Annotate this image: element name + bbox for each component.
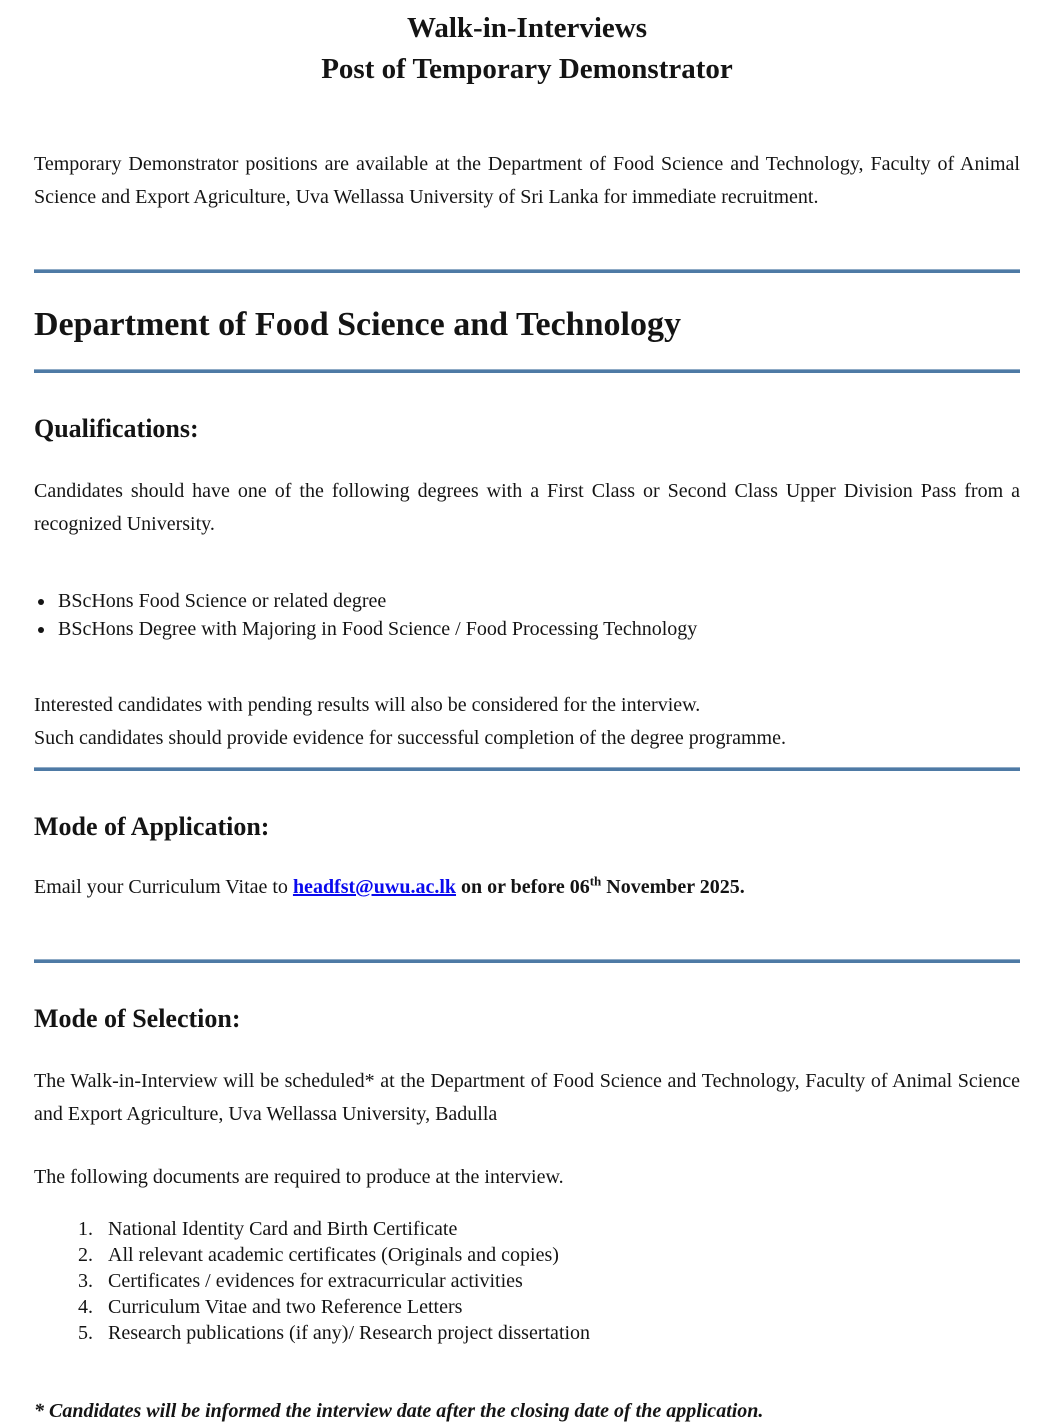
qualifications-intro: Candidates should have one of the following degrees with a First Class or Second Class Upper Division Pass from a recognized University.: [34, 480, 1020, 535]
email-link[interactable]: headfst@uwu.ac.lk: [292, 876, 457, 898]
document-title: [34, 8, 1020, 90]
instruction-prefix: Email your Curriculum Vitae to: [34, 876, 293, 898]
interview-date-footnote: * Candidates will be informed the interview date after the closing date of the application.: [34, 1400, 764, 1422]
ordinal-superscript: th: [589, 873, 602, 889]
deadline-text: on or before 06: [456, 876, 590, 898]
documents-intro: The following documents are required to produce at the interview.: [34, 1166, 564, 1188]
selection-intro: The Walk-in-Interview will be scheduled* at the Department of Food Science and Technology, Faculty of Animal Science and Export Agriculture, Uva Wellassa University, Badulla: [34, 1070, 1020, 1125]
horizontal-rule: [34, 959, 1020, 963]
list-item: 2. All relevant academic certificates (Originals and copies): [98, 1242, 1020, 1268]
list-item: • BScHons Degree with Majoring in Food Science / Food Processing Technology: [56, 615, 1020, 643]
horizontal-rule: [34, 269, 1020, 273]
qualifications-heading: Qualifications:: [34, 414, 199, 443]
list-item: 3. Certificates / evidences for extracurricular activities: [98, 1268, 1020, 1294]
intro-paragraph: Temporary Demonstrator positions are available at the Department of Food Science and Technology, Faculty of Animal Science and Export Agriculture, Uva Wellassa University of Sri Lanka for immediate recruitment.: [34, 153, 1020, 208]
title-line-1: Walk-in-Interviews: [406, 12, 648, 44]
required-documents-list: [34, 1216, 1020, 1346]
list-item: 1. National Identity Card and Birth Certificate: [98, 1216, 1020, 1242]
note-line: Such candidates should provide evidence for successful completion of the degree programme.: [34, 727, 786, 749]
department-heading: Department of Food Science and Technology: [34, 306, 681, 343]
deadline-date: November 2025.: [601, 876, 745, 898]
qualifications-bullet-list: [34, 587, 1020, 643]
application-instruction: [34, 873, 1020, 901]
horizontal-rule: [34, 767, 1020, 771]
title-line-2: Post of Temporary Demonstrator: [321, 53, 733, 85]
application-heading: Mode of Application:: [34, 812, 270, 841]
pending-results-note: [34, 689, 1020, 755]
list-item: • BScHons Food Science or related degree: [56, 587, 1020, 615]
note-line: Interested candidates with pending results will also be considered for the interview.: [34, 694, 701, 716]
list-item: 4. Curriculum Vitae and two Reference Letters: [98, 1294, 1020, 1320]
list-item: 5. Research publications (if any)/ Research project dissertation: [98, 1320, 1020, 1346]
horizontal-rule: [34, 369, 1020, 373]
selection-heading: Mode of Selection:: [34, 1004, 241, 1033]
